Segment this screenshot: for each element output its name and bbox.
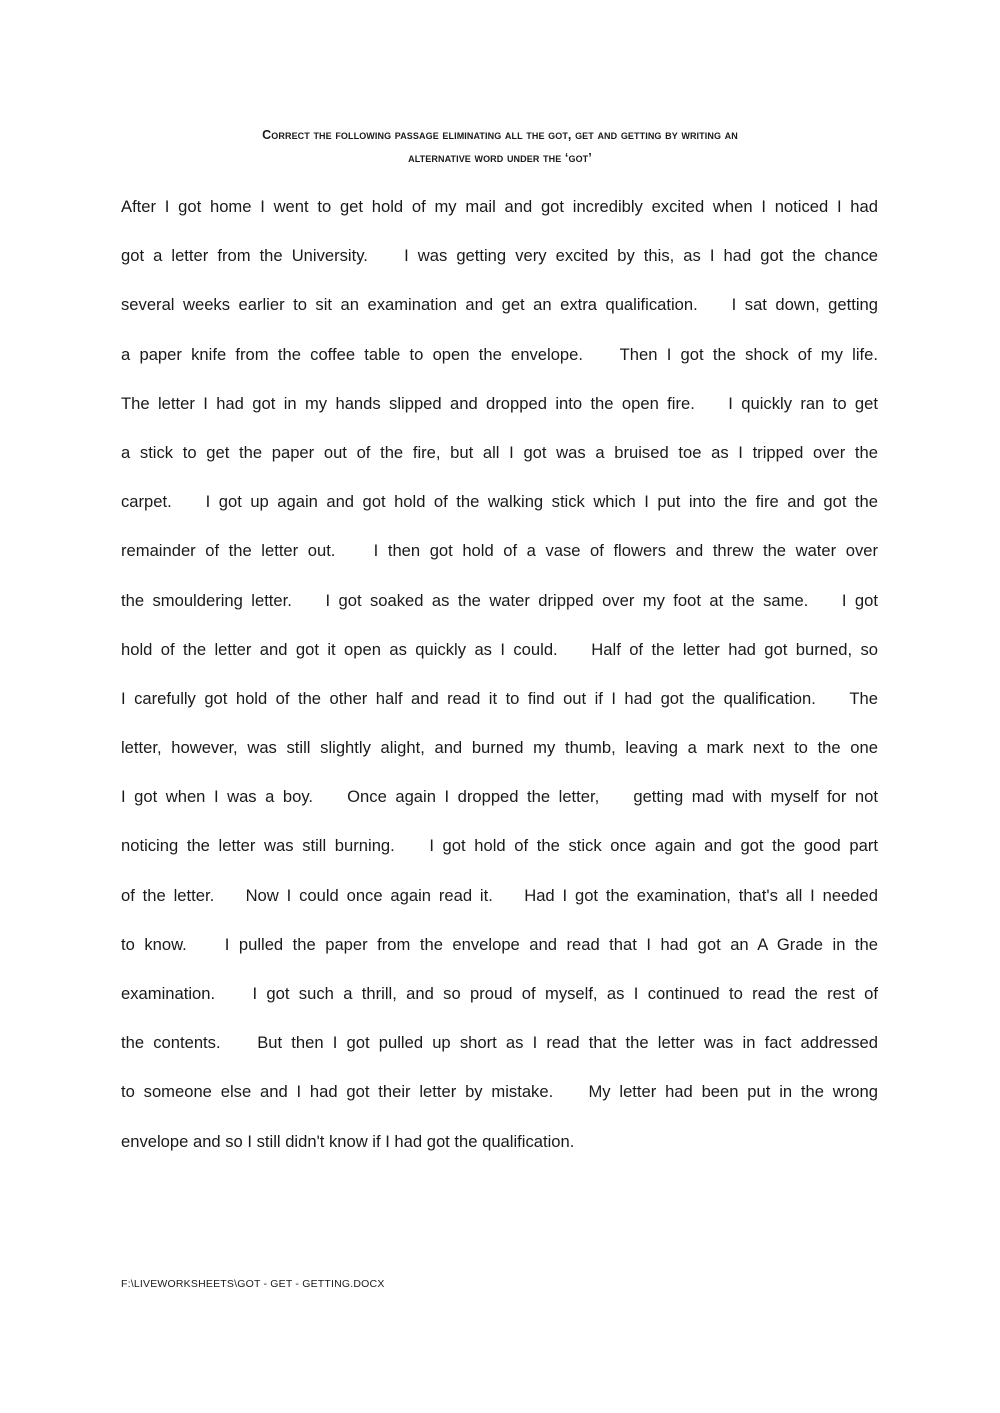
- passage-line: the contents. But then I got pulled up short as I read that the letter was in fact addressed: [121, 1033, 878, 1053]
- passage-line: The letter I had got in my hands slipped and dropped into the open fire. I quickly ran to get: [121, 393, 878, 413]
- passage-line: noticing the letter was still burning. I got hold of the stick once again and got the good part: [121, 836, 878, 856]
- passage-line: envelope and so I still didn't know if I had got the qualification.: [121, 1131, 575, 1151]
- instruction-heading-line-1: Correct the following passage eliminating all the got, get and getting by writing an: [262, 128, 738, 142]
- passage-line: hold of the letter and got it open as quickly as I could. Half of the letter had got burned, so: [121, 639, 878, 659]
- passage-line: After I got home I went to get hold of my mail and got incredibly excited when I noticed I had: [121, 197, 878, 216]
- passage-line: letter, however, was still slightly alight, and burned my thumb, leaving a mark next to the one: [121, 738, 878, 758]
- passage-line: carpet. I got up again and got hold of the walking stick which I put into the fire and got the: [121, 492, 878, 512]
- passage-line: to someone else and I had got their letter by mistake. My letter had been put in the wrong: [121, 1082, 878, 1102]
- passage-line: of the letter. Now I could once again read it. Had I got the examination, that's all I needed: [121, 885, 878, 905]
- passage-line: to know. I pulled the paper from the envelope and read that I had got an A Grade in the: [121, 934, 878, 954]
- passage-line: the smouldering letter. I got soaked as the water dripped over my foot at the same. I got: [121, 590, 878, 610]
- passage-line: a stick to get the paper out of the fire, but all I got was a bruised toe as I tripped over the: [121, 442, 878, 462]
- passage-line: remainder of the letter out. I then got hold of a vase of flowers and threw the water over: [121, 541, 878, 561]
- passage-line: a paper knife from the coffee table to open the envelope. Then I got the shock of my life.: [121, 344, 878, 364]
- instruction-heading: [120, 124, 880, 170]
- instruction-heading-line-2: alternative word under the ‘got’: [408, 151, 592, 165]
- passage-line: examination. I got such a thrill, and so proud of myself, as I continued to read the rest of: [121, 984, 878, 1003]
- passage-line: several weeks earlier to sit an examination and get an extra qualification. I sat down, getting: [121, 295, 878, 315]
- passage-line: got a letter from the University. I was getting very excited by this, as I had got the chance: [121, 246, 878, 266]
- footer-file-path: F:\LIVEWORKSHEETS\GOT - GET - GETTING.DOCX: [121, 1278, 385, 1290]
- passage-line: I carefully got hold of the other half and read it to find out if I had got the qualification. The: [121, 688, 878, 708]
- passage: [121, 190, 878, 1174]
- passage-line: I got when I was a boy. Once again I dropped the letter, getting mad with myself for not: [121, 787, 878, 807]
